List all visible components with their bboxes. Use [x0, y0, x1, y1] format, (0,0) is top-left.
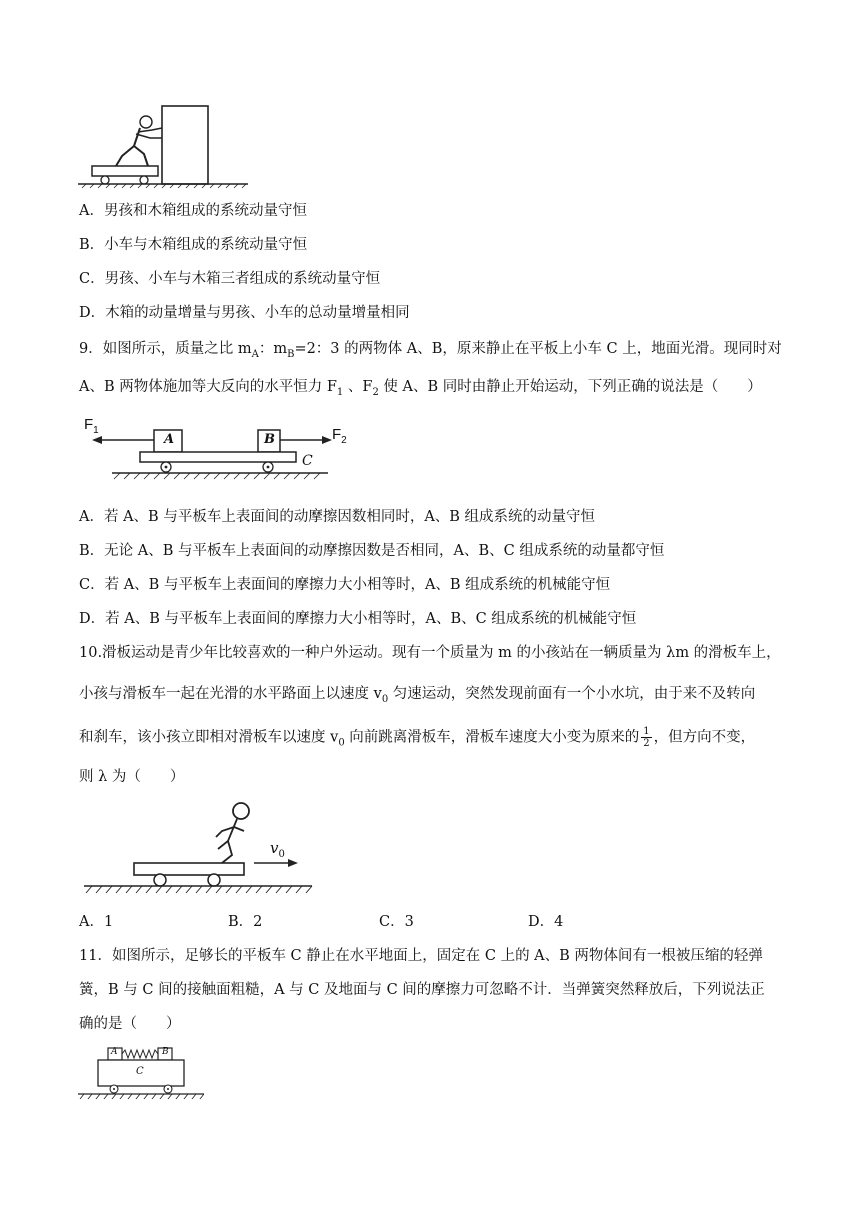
q8-option-d: D．木箱的动量增量与男孩、小车的总动量增量相同	[79, 305, 410, 321]
q8-option-b: B．小车与木箱组成的系统动量守恒	[79, 237, 308, 253]
q10-option-a: A．1	[79, 914, 114, 930]
q10-stem-line4: 则 λ 为（ ）	[79, 769, 185, 785]
q10-stem-line3: 和刹车，该小孩立即相对滑板车以速度 $v_0$ 向前跳离滑板车，滑板车速度大小变为原来的 $\frac{1}{2}$ ，但方向不变，	[79, 726, 756, 749]
q11-stem-line2: 簧，B 与 C 间的接触面粗糙，A 与 C 及地面与 C 间的摩擦力可忽略不计．当弹簧突然释放后，下列说法正	[79, 982, 765, 998]
block-b-label: B	[264, 432, 275, 447]
q10-option-d: D．4	[528, 914, 564, 930]
q10-option-c: C．3	[379, 914, 414, 930]
force-f2-label: $F_2$	[332, 426, 347, 446]
velocity-v0-label: $v_0$	[270, 839, 285, 860]
skateboard-figure	[80, 795, 316, 897]
boy-cart-box-figure	[78, 104, 248, 190]
block-b-label: B	[162, 1047, 169, 1057]
block-a-label: A	[164, 432, 175, 447]
q9-option-b: B．无论 A、B 与平板车上表面间的动摩擦因数是否相同，A、B、C 组成系统的动量都守恒	[79, 543, 665, 559]
one-half-fraction: $\frac{1}{2}$	[643, 726, 650, 749]
q9-option-a: A．若 A、B 与平板车上表面间的动摩擦因数相同时，A、B 组成系统的动量守恒	[79, 509, 596, 525]
q9-option-d: D．若 A、B 与平板车上表面间的摩擦力大小相等时，A、B、C 组成系统的机械能守恒	[79, 611, 637, 627]
q10-stem-line1: 10.滑板运动是青少年比较喜欢的一种户外运动。现有一个质量为 m 的小孩站在一辆质量为 λm 的滑板车上，	[79, 645, 781, 661]
q9-option-c: C．若 A、B 与平板车上表面间的摩擦力大小相等时，A、B 组成系统的机械能守恒	[79, 577, 611, 593]
force-f1-label: $F_1$	[84, 416, 99, 436]
q8-option-a: A．男孩和木箱组成的系统动量守恒	[79, 203, 307, 219]
q9-stem-line2: A、B 两物体施加等大反向的水平恒力 $F_1$ 、$F_2$ 使 A、B 同时由静止开始运动，下列正确的说法是（ ）	[79, 379, 762, 398]
cart-c-label: C	[136, 1066, 144, 1077]
q11-stem-line3: 确的是（ ）	[79, 1016, 181, 1032]
q10-option-b: B．2	[228, 914, 263, 930]
q11-stem-line1: 11．如图所示，足够长的平板车 C 静止在水平地面上，固定在 C 上的 A、B 两物体间有一根被压缩的轻弹	[79, 948, 763, 964]
q10-stem-line2: 小孩与滑板车一起在光滑的水平路面上以速度 $v_0$ 匀速运动，突然发现前面有一个小水坑，由于来不及转向	[79, 686, 756, 705]
spring-blocks-cart-figure	[78, 1044, 204, 1102]
two-blocks-cart-figure	[82, 416, 347, 488]
cart-c-label: C	[302, 453, 313, 469]
block-a-label: A	[111, 1047, 118, 1057]
q9-stem-line1: 9．如图所示，质量之比 $m_A$：$m_B=2$：3 的两物体 A、B，原来静止在平板上小车 C 上，地面光滑。现同时对	[79, 341, 782, 360]
q8-option-c: C．男孩、小车与木箱三者组成的系统动量守恒	[79, 271, 381, 287]
